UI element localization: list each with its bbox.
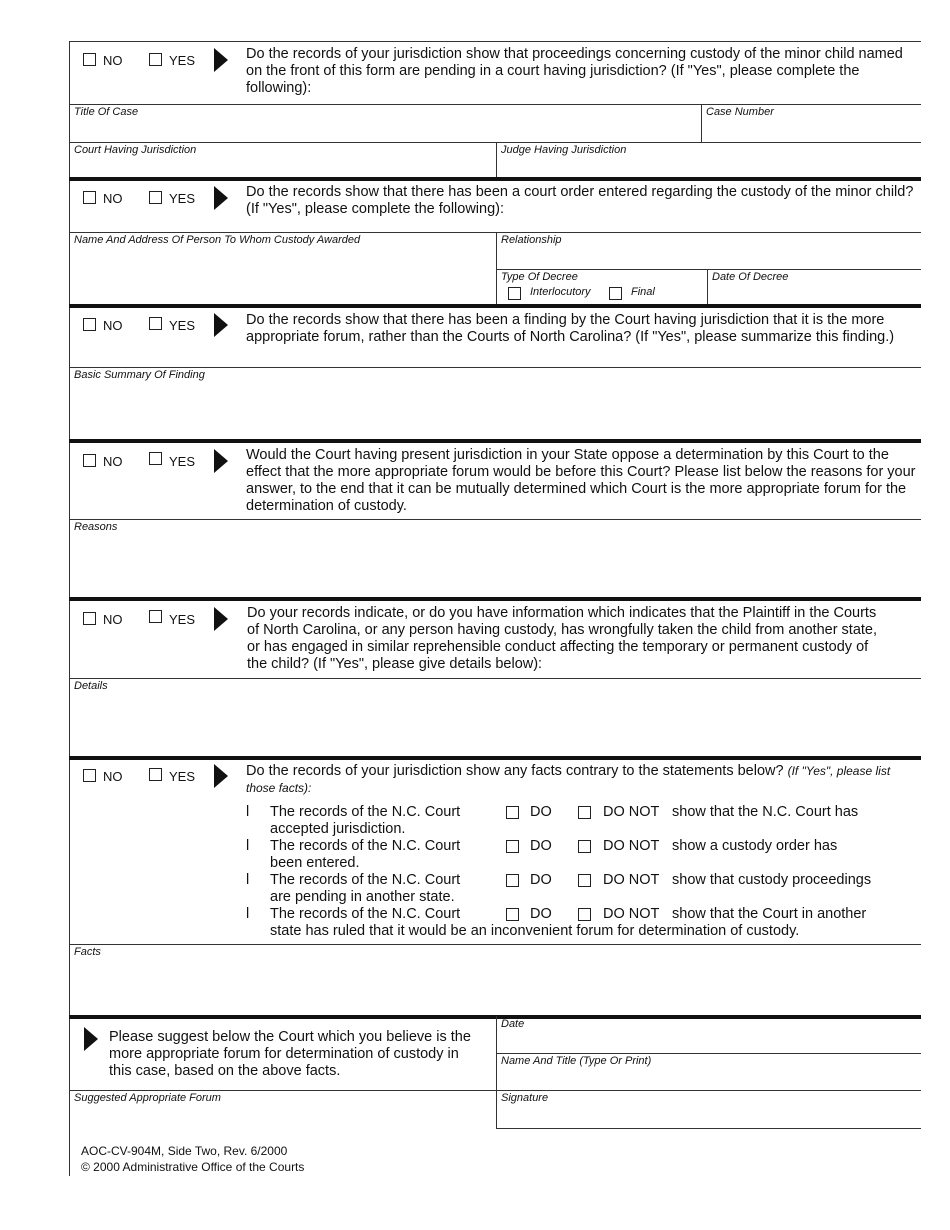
q4-yes-label: YES [169, 454, 196, 469]
section-rule [69, 597, 921, 601]
q5-yes-checkbox[interactable] [149, 610, 162, 623]
q1-no-checkbox[interactable] [83, 53, 96, 66]
q2-yes-checkbox[interactable] [149, 191, 162, 204]
rule [69, 1090, 921, 1091]
details-label: Details [74, 680, 108, 692]
court-having-jurisdiction-label: Court Having Jurisdiction [74, 144, 197, 156]
item2-do-not-checkbox[interactable] [578, 840, 591, 853]
item1-do-label: DO [530, 804, 552, 820]
q3-no-checkbox[interactable] [83, 318, 96, 331]
signature-label: Signature [501, 1092, 549, 1104]
item3-do-label: DO [530, 872, 552, 888]
court-having-jurisdiction-field[interactable] [70, 156, 495, 176]
item1-line1: The records of the N.C. Court [270, 804, 461, 820]
item4-do-not-label: DO NOT [603, 906, 660, 922]
q3-no-label: NO [103, 318, 123, 333]
q5-text: Do your records indicate, or do you have information which indicates that the Plaintiff in the Courts of North Carolina, or any person having custody, has wrongfully taken the child from another state, or has engaged in similar reprehensible conduct affecting the temporary or permanent custody of the child? (If "Yes", please give details below): [247, 605, 878, 672]
q1-yes-checkbox[interactable] [149, 53, 162, 66]
arrow-icon [214, 48, 228, 72]
judge-having-jurisdiction-field[interactable] [497, 156, 920, 176]
summary-of-finding-label: Basic Summary Of Finding [74, 369, 205, 381]
item3-do-checkbox[interactable] [506, 874, 519, 887]
copyright: © 2000 Administrative Office of the Courts [81, 1160, 305, 1174]
interlocutory-checkbox[interactable] [508, 287, 521, 300]
item1-do-not-checkbox[interactable] [578, 806, 591, 819]
item1-after: show that the N.C. Court has [672, 804, 859, 820]
date-of-decree-field[interactable] [708, 283, 920, 303]
item3-line1: The records of the N.C. Court [270, 872, 461, 888]
rule [496, 269, 921, 270]
date-of-decree-label: Date Of Decree [712, 271, 789, 283]
q5-no-label: NO [103, 612, 123, 627]
section-rule [69, 304, 921, 308]
rule [69, 232, 921, 233]
name-title-field[interactable] [497, 1067, 920, 1089]
interlocutory-label: Interlocutory [530, 286, 591, 298]
item4-line1: The records of the N.C. Court [270, 906, 461, 922]
item2-after: show a custody order has [672, 838, 838, 854]
rule [496, 1053, 921, 1054]
item4-do-checkbox[interactable] [506, 908, 519, 921]
q5-yes-label: YES [169, 612, 196, 627]
name-title-label: Name And Title (Type Or Print) [501, 1055, 652, 1067]
q6-text [246, 763, 921, 797]
rule [69, 142, 921, 143]
q1-text: Do the records of your jurisdiction show that proceedings concerning custody of the minor child named on the front of this form are pending in a court having jurisdiction? (If "Yes", please complete the following): [246, 46, 903, 96]
rule [69, 367, 921, 368]
q1-yes-label: YES [169, 53, 196, 68]
custody-awarded-field[interactable] [70, 246, 495, 304]
item4-after: show that the Court in another [672, 906, 867, 922]
bullet: l [246, 906, 250, 922]
rule [496, 1128, 921, 1129]
q6-yes-label: YES [169, 769, 196, 784]
arrow-icon [214, 313, 228, 337]
item3-do-not-label: DO NOT [603, 872, 660, 888]
rule [69, 104, 921, 105]
q6-no-label: NO [103, 769, 123, 784]
item4-do-label: DO [530, 906, 552, 922]
bullet: l [246, 838, 250, 854]
q1-no-label: NO [103, 53, 123, 68]
arrow-icon [84, 1027, 98, 1051]
q5-no-checkbox[interactable] [83, 612, 96, 625]
section-rule [69, 1015, 921, 1019]
item1-do-not-label: DO NOT [603, 804, 660, 820]
item2-line1: The records of the N.C. Court [270, 838, 461, 854]
section-rule [69, 439, 921, 443]
relationship-label: Relationship [501, 234, 562, 246]
rule [69, 678, 921, 679]
q4-no-label: NO [103, 454, 123, 469]
type-of-decree-label: Type Of Decree [501, 271, 578, 283]
item1-do-checkbox[interactable] [506, 806, 519, 819]
details-field[interactable] [70, 692, 920, 754]
reasons-field[interactable] [70, 533, 920, 595]
bullet: l [246, 804, 250, 820]
arrow-icon [214, 607, 228, 631]
arrow-icon [214, 449, 228, 473]
item3-line2: are pending in another state. [270, 889, 455, 905]
item4-do-not-checkbox[interactable] [578, 908, 591, 921]
case-number-field[interactable] [702, 118, 920, 140]
q6-question: Do the records of your jurisdiction show any facts contrary to the statements below? [246, 763, 784, 779]
q2-no-label: NO [103, 191, 123, 206]
suggest-text: Please suggest below the Court which you believe is the more appropriate forum for determination of custody in this case, based on the above facts. [109, 1029, 471, 1079]
judge-having-jurisdiction-label: Judge Having Jurisdiction [501, 144, 627, 156]
q6-no-checkbox[interactable] [83, 769, 96, 782]
form-id: AOC-CV-904M, Side Two, Rev. 6/2000 [81, 1144, 288, 1158]
rule [69, 519, 921, 520]
q4-text: Would the Court having present jurisdiction in your State oppose a determination by this Court to the effect that the more appropriate forum would be before this Court? Please list below the reasons for your answer, to the end that it can be mutually determined which Court is the more appropriate forum for the determination of custody. [246, 447, 916, 514]
item3-do-not-checkbox[interactable] [578, 874, 591, 887]
summary-of-finding-field[interactable] [70, 381, 920, 437]
q2-yes-label: YES [169, 191, 196, 206]
title-of-case-label: Title Of Case [74, 106, 139, 118]
final-label: Final [631, 286, 655, 298]
section-rule [69, 177, 921, 181]
date-field[interactable] [497, 1030, 920, 1052]
item2-do-checkbox[interactable] [506, 840, 519, 853]
facts-field[interactable] [70, 958, 920, 1014]
arrow-icon [214, 764, 228, 788]
q3-yes-label: YES [169, 318, 196, 333]
item2-do-label: DO [530, 838, 552, 854]
signature-field[interactable] [497, 1104, 920, 1126]
section-rule [69, 756, 921, 760]
rule [69, 944, 921, 945]
item3-after: show that custody proceedings [672, 872, 872, 888]
title-of-case-field[interactable] [70, 118, 700, 140]
rule [69, 41, 921, 42]
q4-no-checkbox[interactable] [83, 454, 96, 467]
item2-do-not-label: DO NOT [603, 838, 660, 854]
q6-yes-checkbox[interactable] [149, 768, 162, 781]
facts-label: Facts [74, 946, 101, 958]
q2-no-checkbox[interactable] [83, 191, 96, 204]
q3-text: Do the records show that there has been a finding by the Court having jurisdiction that it is the more appropriate forum, rather than the Courts of North Carolina? (If "Yes", please summarize this finding.) [246, 312, 895, 345]
q6-note: (If "Yes", please list those facts): [246, 764, 891, 795]
q4-yes-checkbox[interactable] [149, 452, 162, 465]
suggested-forum-field[interactable] [70, 1104, 495, 1126]
item1-line2: accepted jurisdiction. [270, 821, 406, 837]
bullet: l [246, 872, 250, 888]
arrow-icon [214, 186, 228, 210]
reasons-label: Reasons [74, 521, 118, 533]
custody-awarded-label: Name And Address Of Person To Whom Custody Awarded [74, 234, 361, 246]
item4-line2: state has ruled that it would be an inconvenient forum for determination of custody. [270, 923, 800, 939]
item2-line2: been entered. [270, 855, 360, 871]
q3-yes-checkbox[interactable] [149, 317, 162, 330]
case-number-label: Case Number [706, 106, 774, 118]
final-checkbox[interactable] [609, 287, 622, 300]
relationship-field[interactable] [497, 246, 920, 268]
q2-text: Do the records show that there has been a court order entered regarding the custody of the minor child? (If "Yes", please complete the following): [246, 184, 914, 217]
suggested-forum-label: Suggested Appropriate Forum [74, 1092, 221, 1104]
date-label: Date [501, 1018, 525, 1030]
